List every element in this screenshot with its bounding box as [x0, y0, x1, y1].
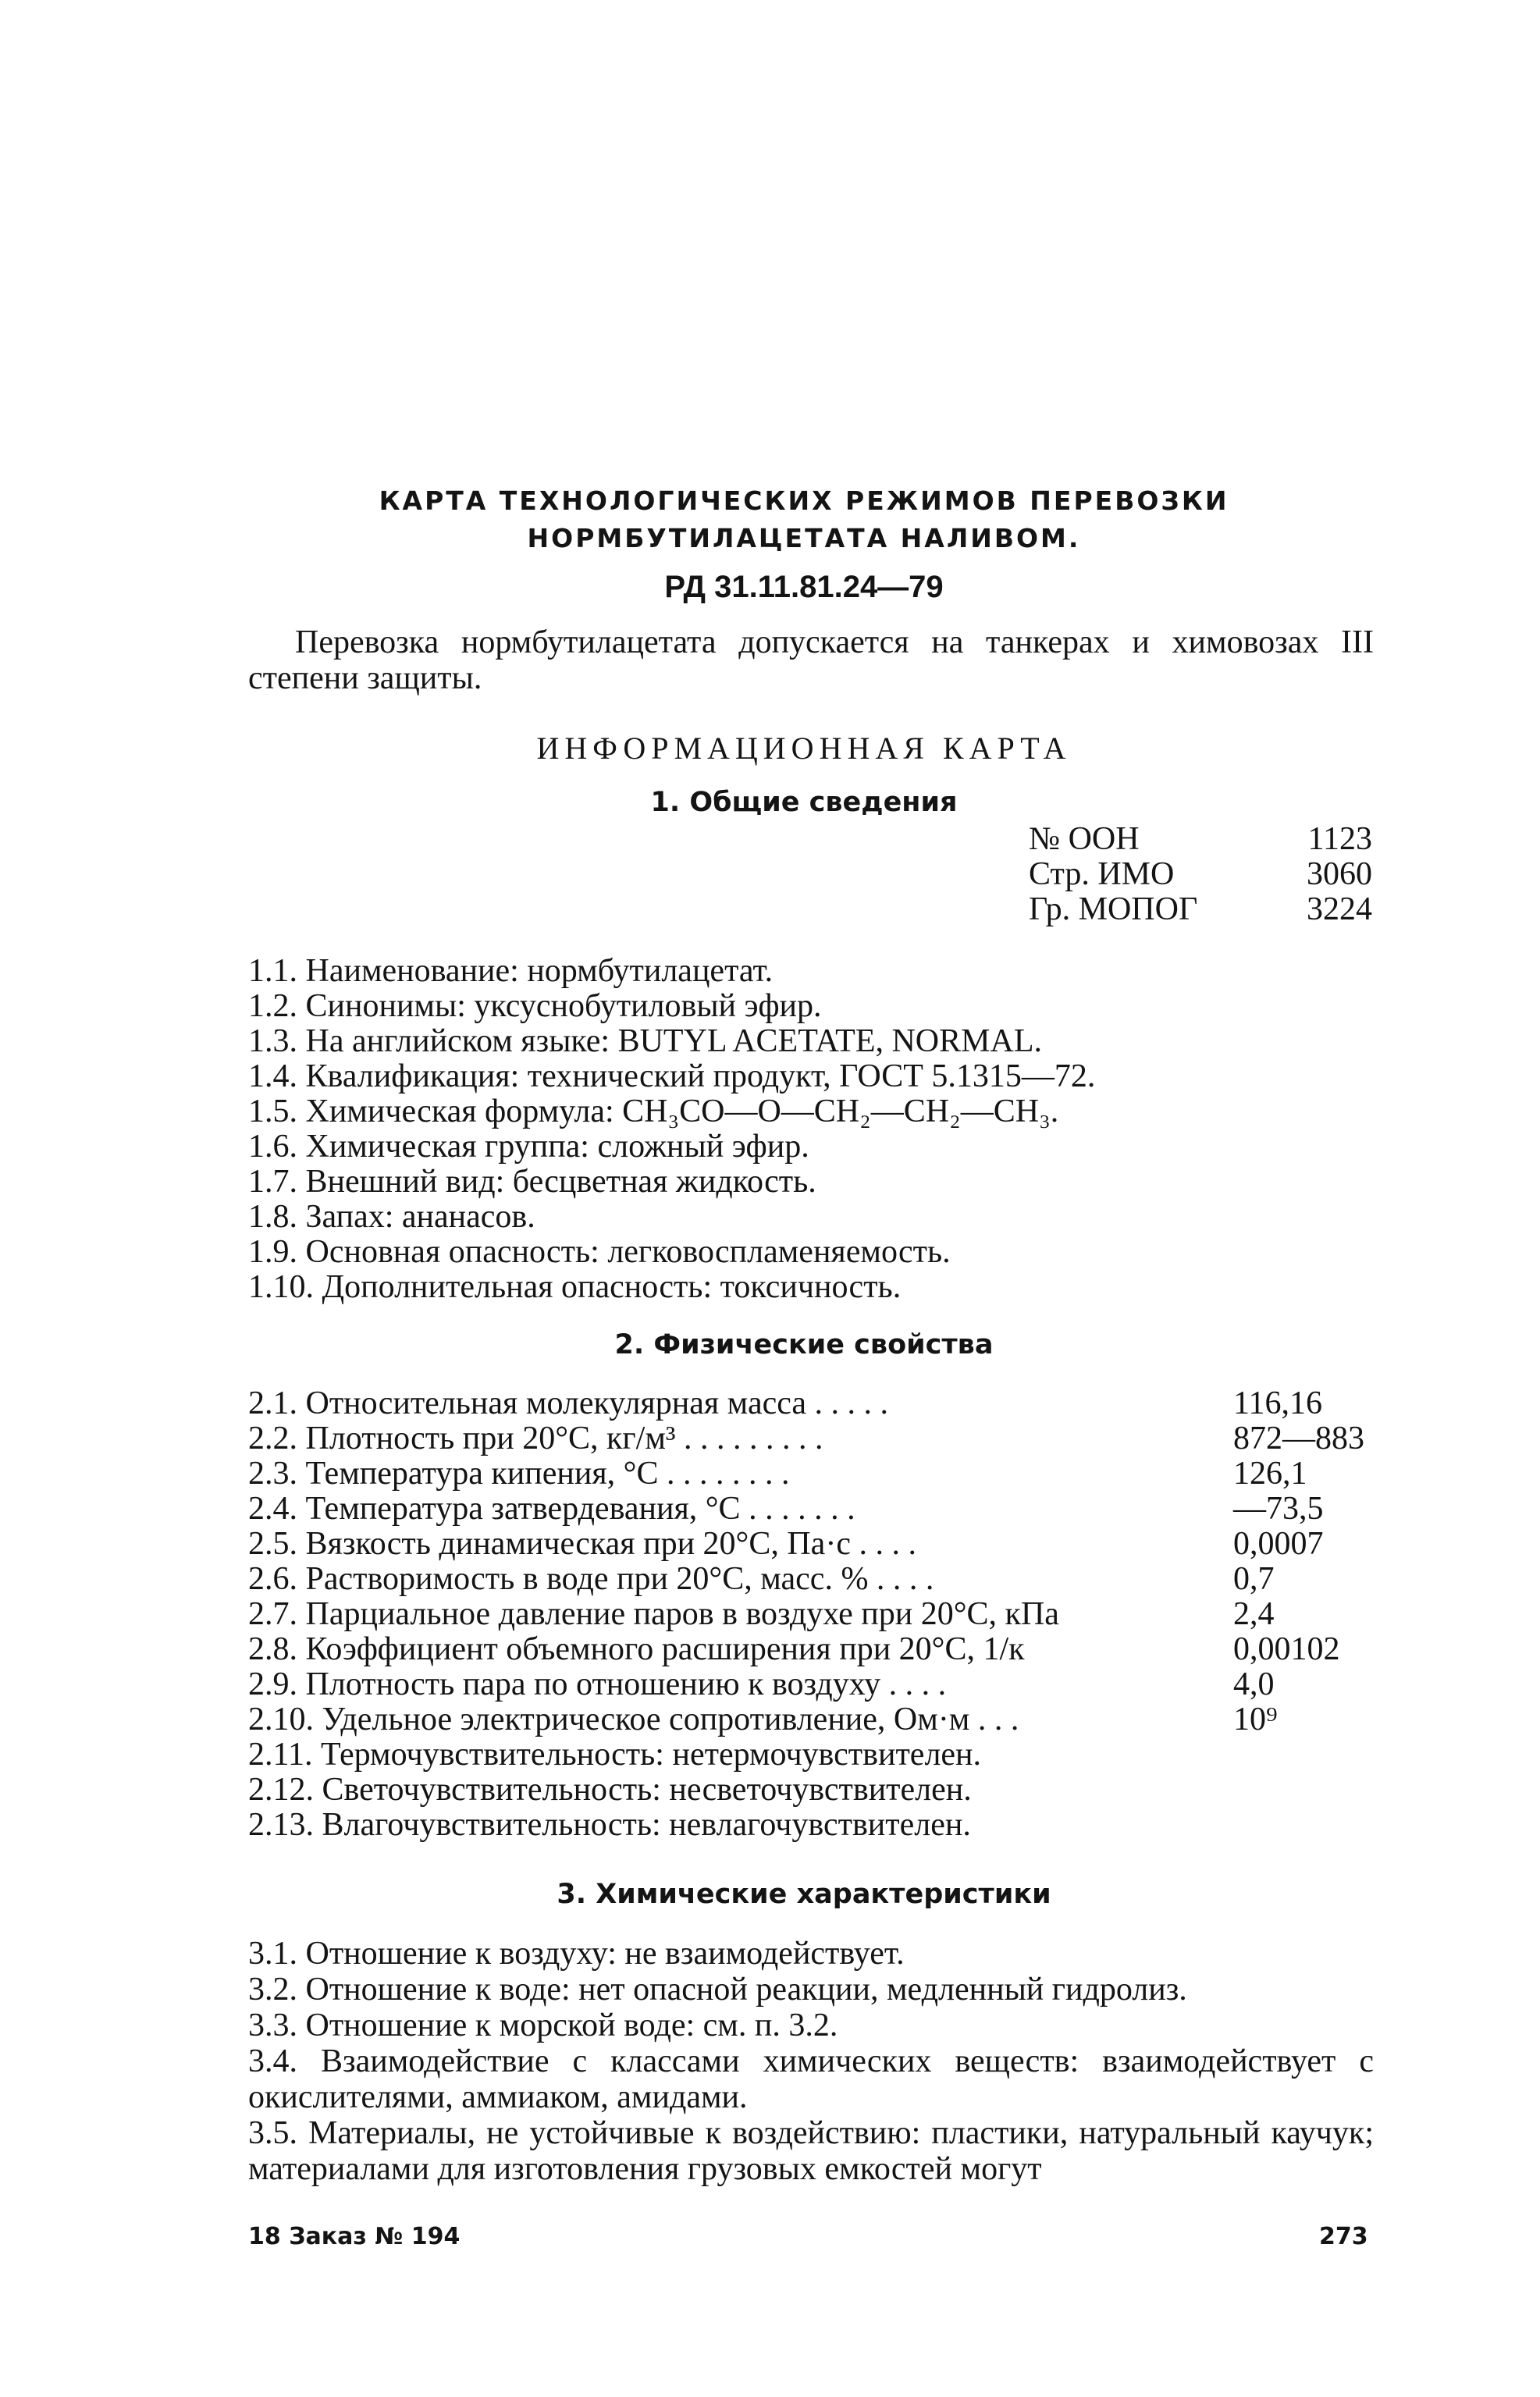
list-item — [248, 1129, 1380, 1165]
code-row-imo — [1029, 857, 1372, 892]
item-text: Синонимы: уксуснобутиловый эфир. — [305, 988, 822, 1024]
list-item — [248, 989, 1380, 1024]
item-number: 1.7. — [248, 1164, 297, 1200]
property-row — [248, 1456, 1374, 1492]
property-label: Плотность пара по отношению к воздуху . . . . — [305, 1666, 947, 1702]
item-number: 2.11. — [248, 1737, 313, 1773]
item-number: 1.3. — [248, 1023, 297, 1059]
property-label: Плотность при 20°С, кг/м³ . . . . . . . . . — [305, 1421, 823, 1456]
page-number: 273 — [1319, 2223, 1368, 2250]
property-row — [248, 1702, 1374, 1737]
property-row — [248, 1492, 1374, 1527]
item-number: 1.10. — [248, 1269, 314, 1305]
code-label: Стр. ИМО — [1029, 856, 1175, 892]
item-text: Внешний вид: бесцветная жидкость. — [305, 1164, 816, 1200]
list-item — [248, 1200, 1380, 1235]
property-label: Парциальное давление паров в воздухе при 20°С, кПа — [305, 1596, 1059, 1632]
property-label: Относительная молекулярная масса . . . . . — [305, 1385, 889, 1421]
item-number: 3.3. — [248, 2008, 297, 2043]
list-item — [248, 1024, 1380, 1059]
list-item — [248, 1235, 1380, 1270]
item-text: Взаимодействие с классами химических веществ: взаимодействует с окислителями, аммиаком, амидами. — [248, 2043, 1375, 2115]
list-item — [248, 1059, 1380, 1094]
item-number: 1.9. — [248, 1234, 297, 1270]
property-row — [248, 1667, 1374, 1702]
property-row — [248, 1597, 1374, 1632]
item-text: Химическая формула: CH₃CO—O—CH₂—CH₂—CH₃. — [305, 1094, 1059, 1129]
property-row — [248, 1632, 1374, 1667]
property-row — [248, 1421, 1374, 1456]
item-number: 1.6. — [248, 1129, 297, 1165]
item-number: 1.8. — [248, 1199, 297, 1235]
general-info-list — [248, 954, 1380, 1305]
list-item — [248, 1165, 1380, 1200]
item-number: 2.13. — [248, 1807, 314, 1843]
section-1-heading: 1. Общие сведения — [650, 787, 958, 818]
item-number: 2.4. — [248, 1491, 297, 1527]
item-number: 2.7. — [248, 1596, 297, 1632]
list-item — [248, 2043, 1374, 2115]
property-value: 0,7 — [1233, 1561, 1275, 1597]
section-3-heading: 3. Химические характеристики — [557, 1879, 1051, 1910]
list-item — [248, 954, 1380, 989]
code-label: Гр. МОПОГ — [1029, 891, 1198, 927]
chemical-characteristics — [248, 1936, 1374, 2187]
property-value: 872—883 — [1233, 1421, 1364, 1456]
item-number: 1.5. — [248, 1094, 297, 1129]
item-number: 1.4. — [248, 1058, 297, 1094]
item-number: 2.10. — [248, 1702, 314, 1737]
item-number: 3.2. — [248, 1972, 297, 2008]
list-item — [248, 1737, 1374, 1773]
list-item — [248, 1773, 1374, 1808]
property-row — [248, 1386, 1374, 1421]
item-text: Химическая группа: сложный эфир. — [305, 1129, 809, 1165]
item-text: Отношение к морской воде: см. п. 3.2. — [305, 2008, 838, 2043]
property-value: 126,1 — [1233, 1456, 1307, 1492]
property-label: Вязкость динамическая при 20°С, Па·с . . . . — [305, 1526, 916, 1562]
property-label: Температура затвердевания, °С . . . . . . . — [305, 1491, 855, 1527]
footer-print-order: 18 Заказ № 194 — [248, 2223, 461, 2250]
property-label: Удельное электрическое сопротивление, Ом·м . . . — [322, 1702, 1019, 1737]
item-text: Дополнительная опасность: токсичность. — [322, 1269, 902, 1305]
item-number: 1.1. — [248, 953, 297, 989]
item-number: 2.3. — [248, 1456, 297, 1492]
list-item — [248, 1808, 1374, 1843]
item-number: 2.6. — [248, 1561, 297, 1597]
list-item — [248, 1270, 1380, 1305]
list-item — [248, 1936, 1374, 1972]
item-number: 1.2. — [248, 988, 297, 1024]
property-value: —73,5 — [1233, 1491, 1324, 1527]
item-number: 2.12. — [248, 1772, 314, 1808]
item-number: 3.4. — [248, 2043, 297, 2079]
info-card-heading: ИНФОРМАЦИОННАЯ КАРТА — [536, 731, 1072, 766]
property-value: 0,0007 — [1233, 1526, 1324, 1562]
property-label: Коэффициент объемного расширения при 20°С, 1/к — [305, 1631, 1025, 1667]
item-text: Материалы, не устойчивые к воздействию: пластики, натуральный каучук; материалами для изготовления грузовых емкостей могут — [248, 2115, 1375, 2187]
item-number: 2.5. — [248, 1526, 297, 1562]
code-row-un — [1029, 822, 1372, 857]
property-row — [248, 1562, 1374, 1597]
title-line-2: НОРМБУТИЛАЦЕТАТА НАЛИВОМ. — [527, 523, 1081, 553]
list-item — [248, 1972, 1374, 2008]
code-row-mopog — [1029, 892, 1372, 927]
code-value: 3224 — [1307, 891, 1372, 927]
code-label: № ООН — [1029, 821, 1140, 857]
item-number: 2.8. — [248, 1631, 297, 1667]
list-item — [248, 1094, 1380, 1129]
property-value: 2,4 — [1233, 1596, 1275, 1632]
property-label: Растворимость в воде при 20°С, масс. % . . . . — [305, 1561, 934, 1597]
property-row — [248, 1527, 1374, 1562]
property-value: 0,00102 — [1233, 1631, 1340, 1667]
item-text: Наименование: нормбутилацетат. — [305, 953, 774, 989]
property-label: Температура кипения, °С . . . . . . . . — [305, 1456, 790, 1492]
item-text: Отношение к воде: нет опасной реакции, медленный гидролиз. — [305, 1972, 1187, 2008]
item-number: 2.1. — [248, 1385, 297, 1421]
title-line-1: КАРТА ТЕХНОЛОГИЧЕСКИХ РЕЖИМОВ ПЕРЕВОЗКИ — [379, 485, 1229, 516]
item-text: На английском языке: BUTYL ACETATE, NORMAL. — [305, 1023, 1042, 1059]
section-2-heading: 2. Физические свойства — [614, 1329, 994, 1360]
item-text: Запах: ананасов. — [305, 1199, 535, 1235]
item-text: Влагочувствительность: невлагочувствителен. — [322, 1807, 971, 1843]
item-text: Светочувствительность: несветочувствителен. — [322, 1772, 972, 1808]
document-code: РД 31.11.81.24—79 — [664, 570, 944, 604]
item-text: Термочувствительность: нетермочувствителен. — [320, 1737, 982, 1773]
list-item — [248, 2115, 1374, 2187]
item-number: 2.9. — [248, 1666, 297, 1702]
item-text: Квалификация: технический продукт, ГОСТ 5.1315—72. — [305, 1058, 1096, 1094]
identification-codes — [1029, 822, 1372, 927]
property-value: 10⁹ — [1233, 1702, 1278, 1737]
item-text: Основная опасность: легковоспламеняемость. — [305, 1234, 951, 1270]
item-number: 2.2. — [248, 1421, 297, 1456]
property-value: 116,16 — [1233, 1385, 1322, 1421]
intro-paragraph: Перевозка нормбутилацетата допускается на танкерах и химовозах III степени защиты. — [248, 624, 1374, 696]
list-item — [248, 2008, 1374, 2043]
physical-properties-list — [248, 1386, 1374, 1843]
property-value: 4,0 — [1233, 1666, 1275, 1702]
item-text: Отношение к воздуху: не взаимодействует. — [305, 1936, 905, 1972]
code-value: 1123 — [1307, 821, 1372, 857]
code-value: 3060 — [1307, 856, 1372, 892]
item-number: 3.5. — [248, 2115, 297, 2151]
item-number: 3.1. — [248, 1936, 297, 1972]
